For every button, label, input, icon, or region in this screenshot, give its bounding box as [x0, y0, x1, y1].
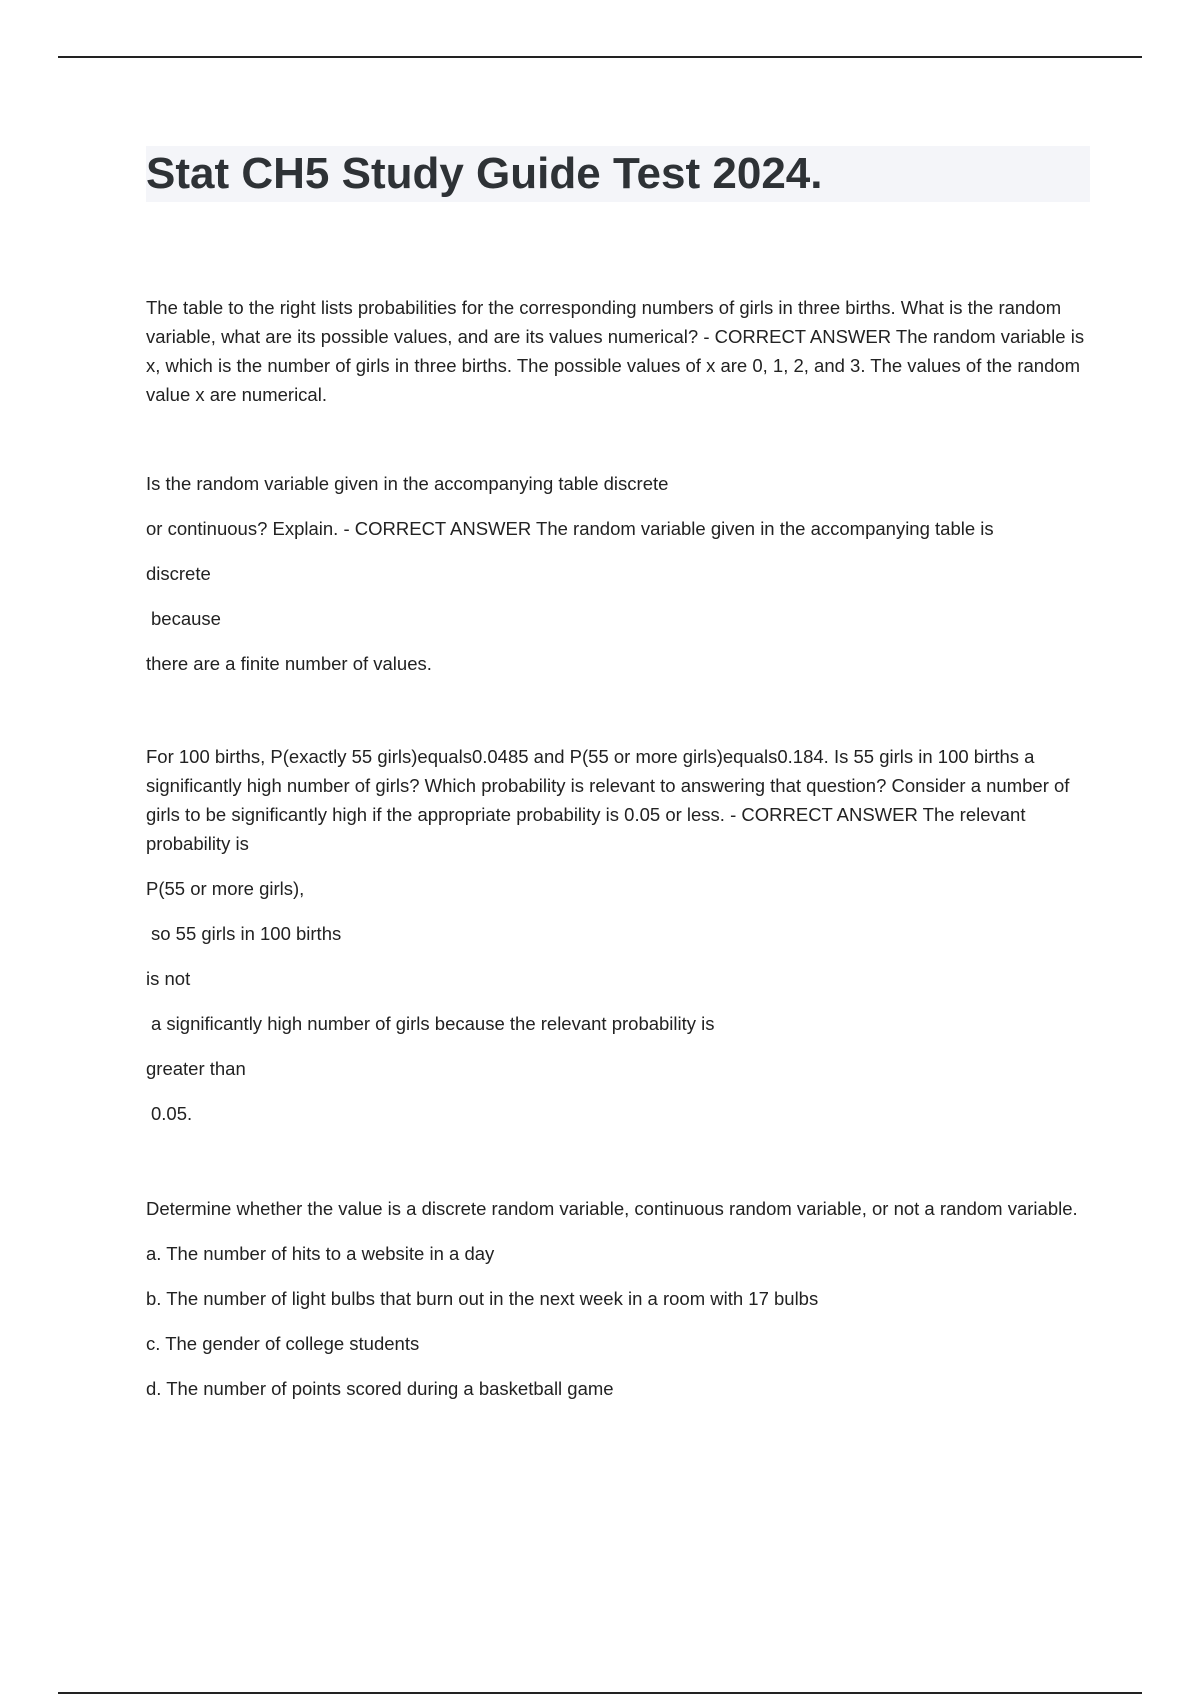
- question-3-intro: For 100 births, P(exactly 55 girls)equals0.0485 and P(55 or more girls)equals0.184. Is 55 girls in 100 births a significantly high number of girls? Which probability is relevant to answering that question? Consider a number of girls to be significantly high if the appropriate probability is 0.05 or less. - CORRECT ANSWER The relevant probability is: [146, 746, 1070, 854]
- question-3-line-3: is not: [146, 968, 191, 989]
- option-a: a. The number of hits to a website in a day: [146, 1243, 495, 1264]
- bottom-rule: [58, 1692, 1142, 1694]
- option-d: d. The number of points scored during a basketball game: [146, 1378, 614, 1399]
- question-2-line-2: or continuous? Explain. - CORRECT ANSWER The random variable given in the accompanying table is: [146, 518, 994, 539]
- question-4-intro: Determine whether the value is a discrete random variable, continuous random variable, or not a random variable.: [146, 1198, 1078, 1219]
- question-1-text: The table to the right lists probabilities for the corresponding numbers of girls in three births. What is the random variable, what are its possible values, and are its values numerical? - CORRECT ANSWER The random variable is x, which is the number of girls in three births. The possible values of x are 0, 1, 2, and 3. The values of the random value x are numerical.: [146, 297, 1085, 405]
- option-b: b. The number of light bulbs that burn out in the next week in a room with 17 bulbs: [146, 1288, 819, 1309]
- question-3-line-4: a significantly high number of girls because the relevant probability is: [151, 1013, 715, 1034]
- question-3-line-6: 0.05.: [151, 1103, 193, 1124]
- question-2-line-5: there are a finite number of values.: [146, 653, 432, 674]
- question-3: [146, 742, 1090, 1128]
- top-rule: [58, 56, 1142, 58]
- question-3-line-2: so 55 girls in 100 births: [151, 923, 342, 944]
- page-title: Stat CH5 Study Guide Test 2024.: [146, 149, 823, 198]
- question-3-line-1: P(55 or more girls),: [146, 878, 305, 899]
- question-1: [146, 293, 1090, 409]
- question-4: [146, 1194, 1090, 1403]
- question-2: [146, 469, 1090, 678]
- question-2-line-3: discrete: [146, 563, 211, 584]
- option-c: c. The gender of college students: [146, 1333, 420, 1354]
- question-2-line-1: Is the random variable given in the accompanying table discrete: [146, 473, 669, 494]
- question-2-line-4: because: [151, 608, 221, 629]
- question-3-line-5: greater than: [146, 1058, 246, 1079]
